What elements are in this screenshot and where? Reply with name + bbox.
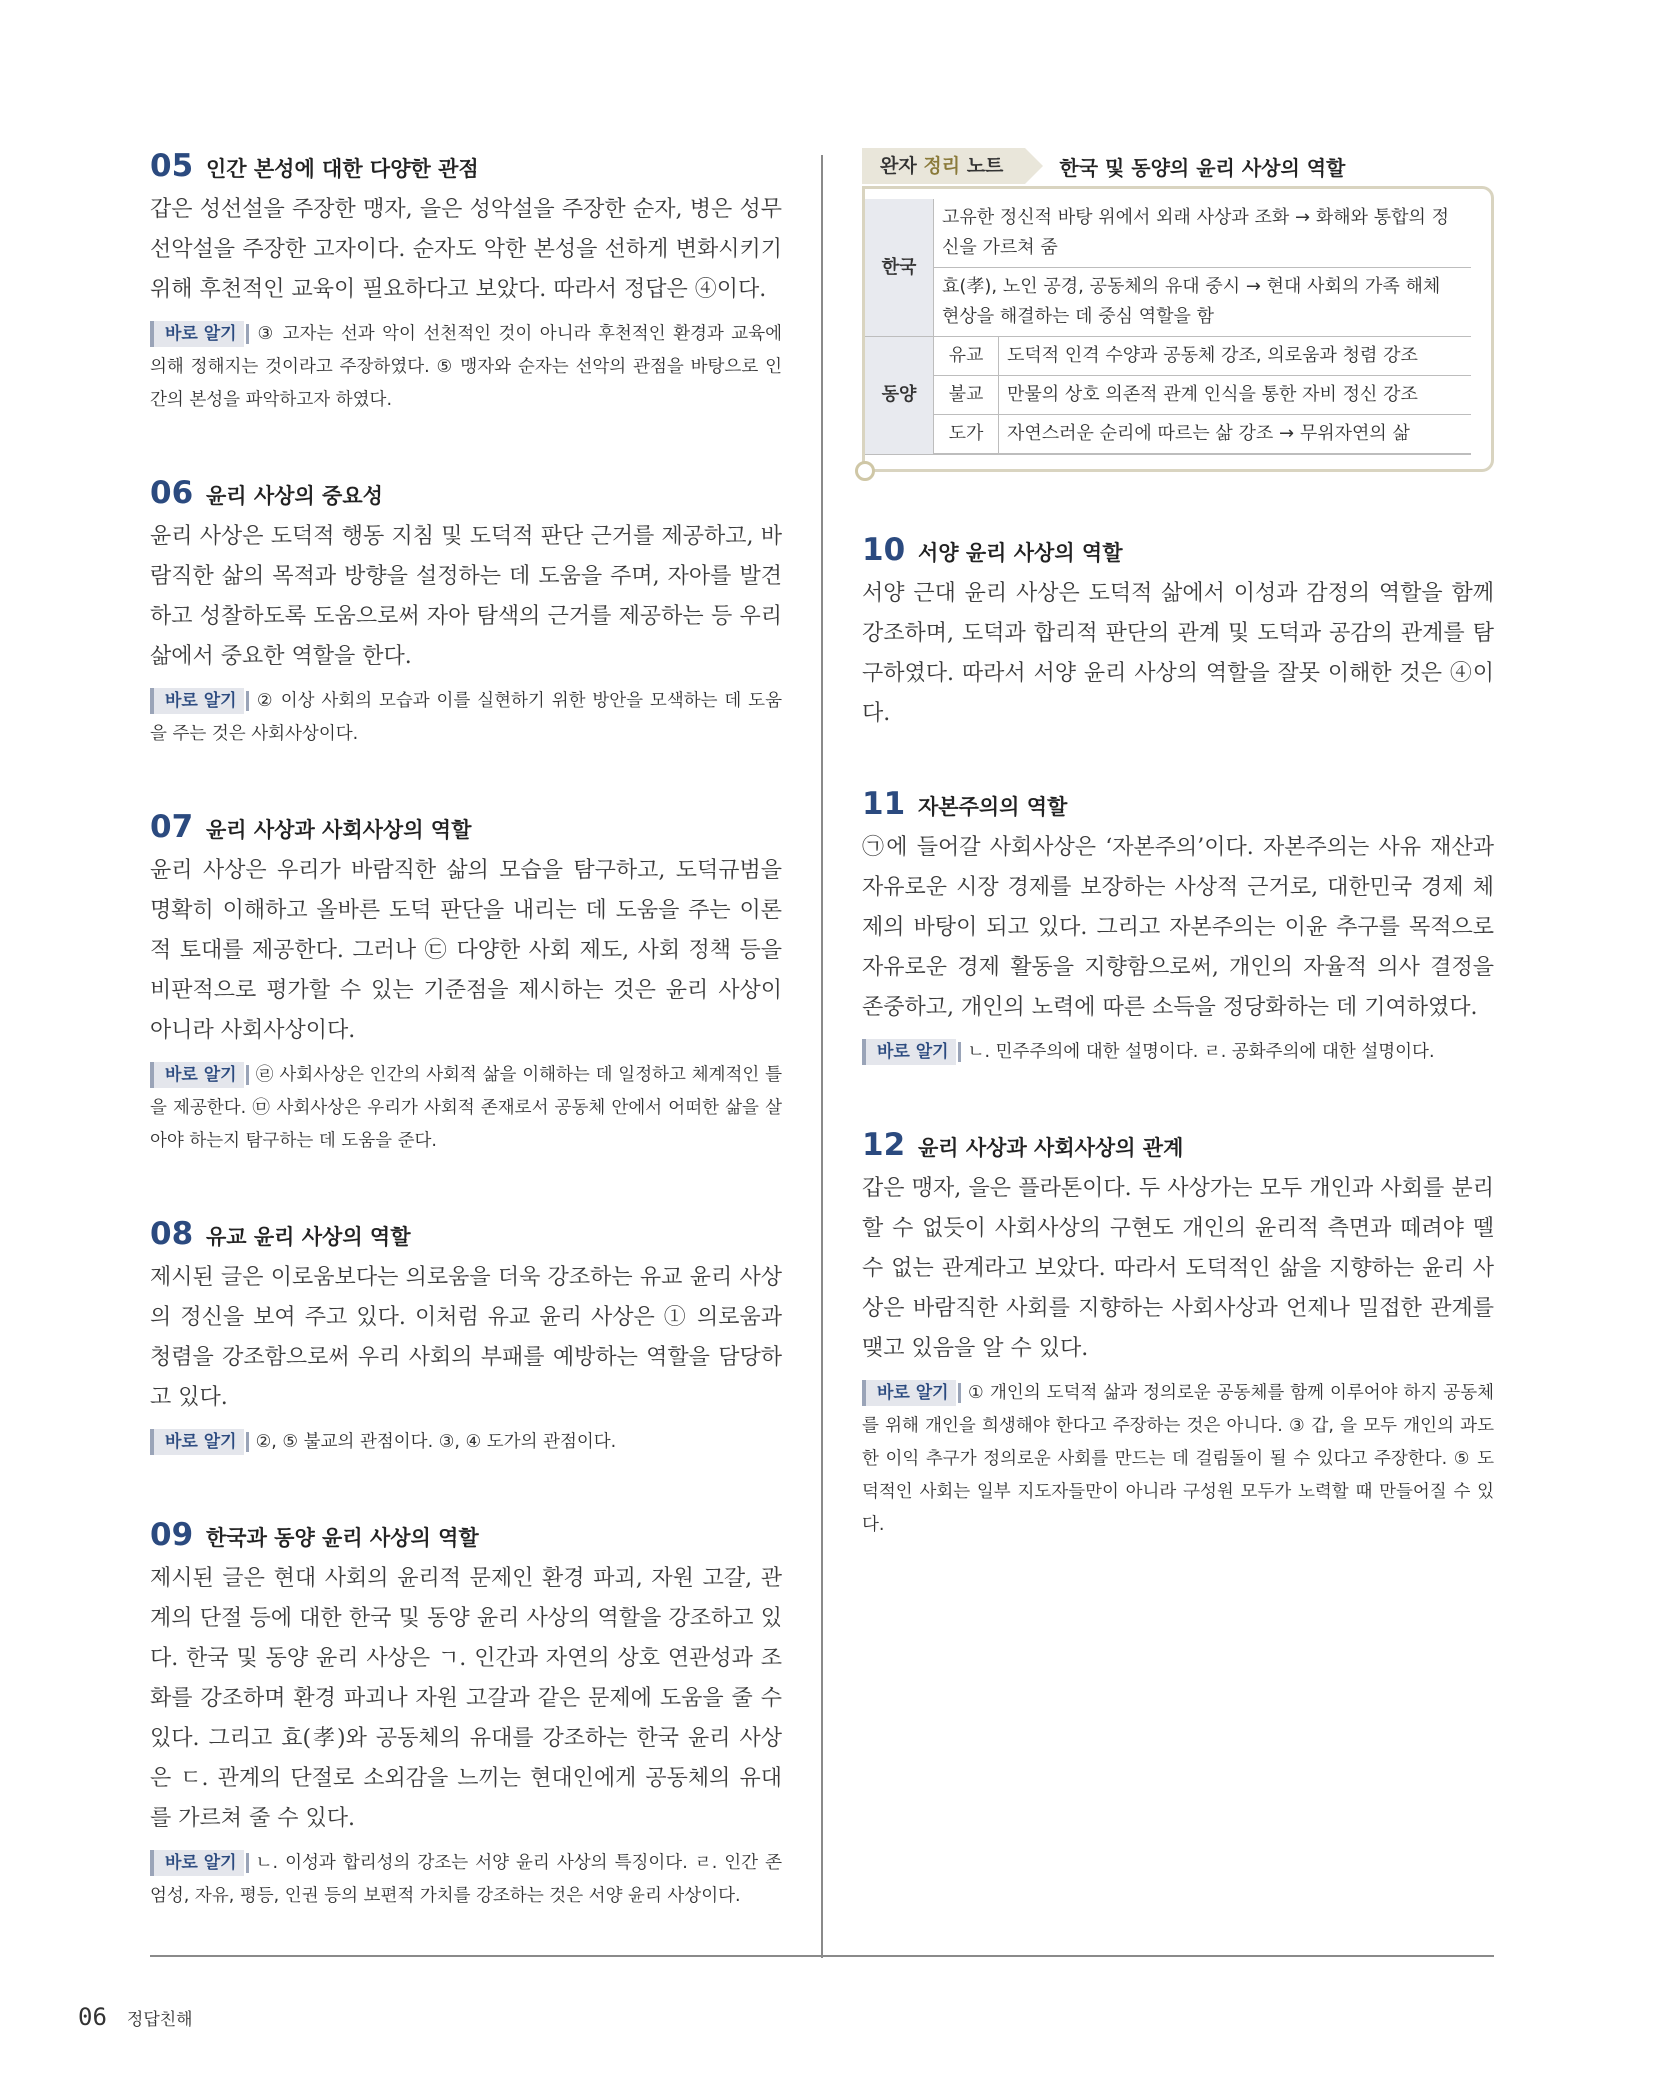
- tag-end: 노트: [966, 155, 1004, 177]
- section-body: 윤리 사상은 우리가 바람직한 삶의 모습을 탐구하고, 도덕규범을 명확히 이해하고 올바른 도덕 판단을 내리는 데 도움을 주는 이론적 토대를 제공한다. 그러나 ㉢ 다양한 사회 제도, 사회 정책 등을 비판적으로 평가할 수 있는 기준점을 제시하는 것은 윤리 사상이 아니라 사회사상이다.: [150, 858, 782, 1043]
- section-number: 12: [862, 1127, 906, 1163]
- note-text: ㄴ. 민주주의에 대한 설명이다. ㄹ. 공화주의에 대한 설명이다.: [967, 1042, 1435, 1062]
- note-text: ㉣ 사회사상은 인간의 사회적 삶을 이해하는 데 일정하고 체계적인 틀을 제공한다. ㉤ 사회사상은 우리가 사회적 존재로서 공동체 안에서 어떠한 삶을 살아야 하는지 탐구하는 데 도움을 준다.: [150, 1065, 782, 1151]
- section-body: 윤리 사상은 도덕적 행동 지침 및 도덕적 판단 근거를 제공하고, 바람직한 삶의 목적과 방향을 설정하는 데 도움을 주며, 자아를 발견하고 성찰하도록 도움으로써 자아 탐색의 근거를 제공하는 등 우리 삶에서 중요한 역할을 한다.: [150, 524, 782, 669]
- section-title: 윤리 사상과 사회사상의 역할: [206, 818, 472, 842]
- baro-algi-badge: 바로 알기: [150, 1062, 244, 1088]
- note-block: [150, 1059, 782, 1158]
- section-number: 05: [150, 148, 194, 184]
- section-body: 서양 근대 윤리 사상은 도덕적 삶에서 이성과 감정의 역할을 함께 강조하며, 도덕과 합리적 판단의 관계 및 도덕과 공감의 관계를 탐구하였다. 따라서 서양 윤리 사상의 역할을 잘못 이해한 것은 ④이다.: [862, 581, 1494, 726]
- section-title: 유교 윤리 사상의 역할: [206, 1225, 411, 1249]
- section-number: 09: [150, 1517, 194, 1553]
- table-cell: 만물의 상호 의존적 관계 인식을 통한 자비 정신 강조: [999, 376, 1472, 415]
- table-row: [865, 415, 1471, 455]
- table-cell: 도덕적 인격 수양과 공동체 강조, 의로움과 청렴 강조: [999, 337, 1472, 376]
- section-09: [150, 1517, 782, 1913]
- school-label: 불교: [934, 376, 999, 415]
- section-11: [862, 786, 1494, 1069]
- section-08: [150, 1216, 782, 1459]
- tag-sub: 정리: [923, 155, 961, 177]
- baro-algi-badge: 바로 알기: [150, 321, 244, 347]
- section-body: ㉠에 들어갈 사회사상은 ‘자본주의’이다. 자본주의는 사유 재산과 자유로운 시장 경제를 보장하는 사상적 근거로, 대한민국 경제 체제의 바탕이 되고 있다. 그리고 자본주의는 이윤 추구를 목적으로 자유로운 경제 활동을 지향함으로써, 개인의 자율적 의사 결정을 존중하고, 개인의 노력에 따른 소득을 정당화하는 데 기여하였다.: [862, 835, 1494, 1020]
- table-cell: 효(孝), 노인 공경, 공동체의 유대 중시 → 현대 사회의 가족 해체 현상을 해결하는 데 중심 역할을 함: [934, 268, 1472, 337]
- region-label: 동양: [865, 337, 934, 455]
- page-label: 정답친해: [126, 2010, 193, 2030]
- section-body: 갑은 성선설을 주장한 맹자, 을은 성악설을 주장한 순자, 병은 성무선악설을 주장한 고자이다. 순자도 악한 본성을 선하게 변화시키기 위해 후천적인 교육이 필요하다고 보았다. 따라서 정답은 ④이다.: [150, 197, 782, 302]
- section-12: [862, 1127, 1494, 1542]
- note-text: ③ 고자는 선과 악이 선천적인 것이 아니라 후천적인 환경과 교육에 의해 정해지는 것이라고 주장하였다. ⑤ 맹자와 순자는 선악의 관점을 바탕으로 인간의 본성을 파악하고자 하였다.: [150, 324, 782, 410]
- table-row: [865, 199, 1471, 268]
- section-number: 08: [150, 1216, 194, 1252]
- section-body: 제시된 글은 현대 사회의 윤리적 문제인 환경 파괴, 자원 고갈, 관계의 단절 등에 대한 한국 및 동양 윤리 사상의 역할을 강조하고 있다. 한국 및 동양 윤리 사상은 ㄱ. 인간과 자연의 상호 연관성과 조화를 강조하며 환경 파괴나 자원 고갈과 같은 문제에 도움을 줄 수 있다. 그리고 효(孝)와 공동체의 유대를 강조하는 한국 윤리 사상은 ㄷ. 관계의 단절로 소외감을 느끼는 현대인에게 공동체의 유대를 가르쳐 줄 수 있다.: [150, 1566, 782, 1831]
- tag-main: 완자: [880, 155, 917, 177]
- section-title: 인간 본성에 대한 다양한 관점: [206, 157, 479, 181]
- section-title: 서양 윤리 사상의 역할: [918, 541, 1123, 565]
- summary-title: 한국 및 동양의 윤리 사상의 역할: [1059, 155, 1346, 180]
- table-row: [865, 337, 1471, 376]
- note-block: [862, 1036, 1494, 1069]
- note-text: ②, ⑤ 불교의 관점이다. ③, ④ 도가의 관점이다.: [255, 1432, 617, 1452]
- column-divider: [821, 155, 823, 1958]
- baro-algi-badge: 바로 알기: [862, 1380, 956, 1406]
- page-footer: [78, 2003, 193, 2031]
- section-05: [150, 148, 782, 417]
- summary-note: [862, 148, 1494, 472]
- right-column: [862, 148, 1494, 1542]
- section-number: 06: [150, 475, 194, 511]
- section-title: 한국과 동양 윤리 사상의 역할: [206, 1526, 479, 1550]
- section-06: [150, 475, 782, 751]
- table-row: [865, 376, 1471, 415]
- section-07: [150, 809, 782, 1158]
- note-text: ① 개인의 도덕적 삶과 정의로운 공동체를 함께 이루어야 하지 공동체를 위해 개인을 희생해야 한다고 주장하는 것은 아니다. ③ 갑, 을 모두 개인의 과도한 이익 추구가 정의로운 사회를 만드는 데 걸림돌이 될 수 있다고 주장한다. ⑤ 도덕적인 사회는 일부 지도자들만이 아니라 구성원 모두가 노력할 때 만들어질 수 있다.: [862, 1383, 1494, 1535]
- note-text: ② 이상 사회의 모습과 이를 실현하기 위한 방안을 모색하는 데 도움을 주는 것은 사회사상이다.: [150, 691, 782, 744]
- section-title: 윤리 사상과 사회사상의 관계: [918, 1136, 1184, 1160]
- note-text: ㄴ. 이성과 합리성의 강조는 서양 윤리 사상의 특징이다. ㄹ. 인간 존엄성, 자유, 평등, 인권 등의 보편적 가치를 강조하는 것은 서양 윤리 사상이다.: [150, 1853, 782, 1906]
- section-number: 10: [862, 532, 906, 568]
- section-10: [862, 532, 1494, 734]
- section-number: 07: [150, 809, 194, 845]
- baro-algi-badge: 바로 알기: [862, 1039, 956, 1065]
- baro-algi-badge: 바로 알기: [150, 1850, 244, 1876]
- region-label: 한국: [865, 199, 934, 337]
- school-label: 유교: [934, 337, 999, 376]
- baro-algi-badge: 바로 알기: [150, 1429, 244, 1455]
- section-title: 자본주의의 역할: [918, 795, 1068, 819]
- school-label: 도가: [934, 415, 999, 455]
- left-column: [150, 148, 782, 1913]
- note-block: [150, 1426, 782, 1459]
- footer-rule: [150, 1955, 1494, 1957]
- section-title: 윤리 사상의 중요성: [206, 484, 383, 508]
- summary-box: [862, 186, 1494, 472]
- section-number: 11: [862, 786, 906, 822]
- summary-tag: [862, 148, 1025, 184]
- summary-table: [865, 199, 1471, 455]
- table-cell: 고유한 정신적 바탕 위에서 외래 사상과 조화 → 화해와 통합의 정신을 가르쳐 줌: [934, 199, 1472, 268]
- decorative-dot: [855, 461, 875, 481]
- note-block: [862, 1377, 1494, 1542]
- note-block: [150, 1847, 782, 1913]
- section-body: 제시된 글은 이로움보다는 의로움을 더욱 강조하는 유교 윤리 사상의 정신을 보여 주고 있다. 이처럼 유교 윤리 사상은 ① 의로움과 청렴을 강조함으로써 우리 사회의 부패를 예방하는 역할을 담당하고 있다.: [150, 1265, 782, 1410]
- table-row: [865, 268, 1471, 337]
- page-number: 06: [78, 2003, 107, 2031]
- note-block: [150, 685, 782, 751]
- baro-algi-badge: 바로 알기: [150, 688, 244, 714]
- table-cell: 자연스러운 순리에 따르는 삶 강조 → 무위자연의 삶: [999, 415, 1472, 455]
- note-block: [150, 318, 782, 417]
- section-body: 갑은 맹자, 을은 플라톤이다. 두 사상가는 모두 개인과 사회를 분리할 수 없듯이 사회사상의 구현도 개인의 윤리적 측면과 떼려야 뗄 수 없는 관계라고 보았다. 따라서 도덕적인 삶을 지향하는 윤리 사상은 바람직한 사회를 지향하는 사회사상과 언제나 밀접한 관계를 맺고 있음을 알 수 있다.: [862, 1176, 1494, 1361]
